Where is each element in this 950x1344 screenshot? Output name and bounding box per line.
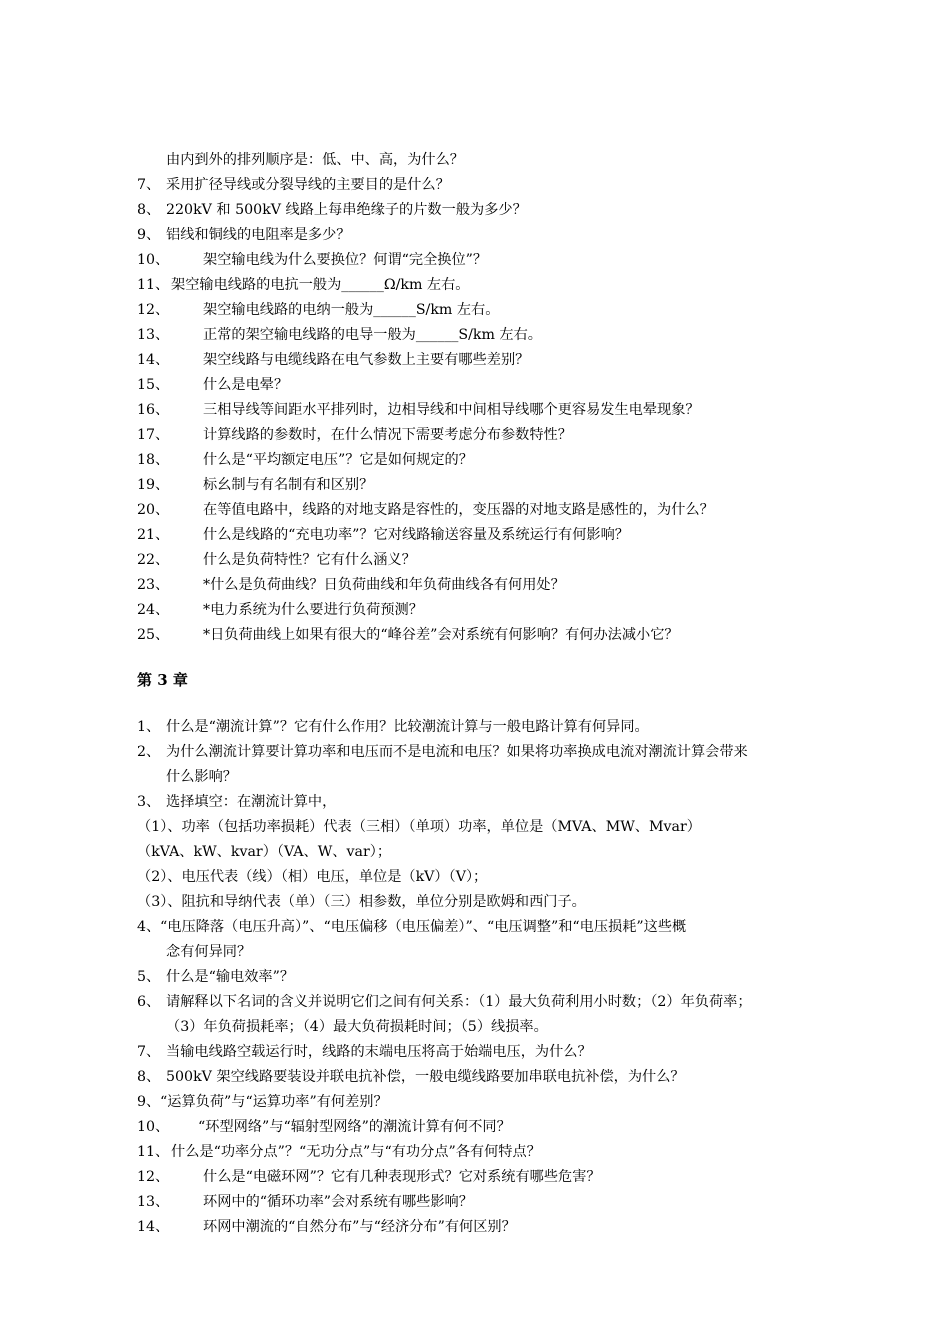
item-text: 计算线路的参数时，在什么情况下需要考虑分布参数特性？	[203, 427, 572, 443]
item-number: 7、	[137, 1044, 161, 1060]
item-text: 当输电线路空载运行时，线路的末端电压将高于始端电压，为什么？	[166, 1044, 592, 1060]
item-text: 三相导线等间距水平排列时，边相导线和中间相导线哪个更容易发生电晕现象？	[203, 402, 700, 418]
item-number: 11、	[137, 1144, 170, 1160]
item-text: 选择填空：在潮流计算中，	[166, 794, 337, 810]
item-text: 什么是线路的“充电功率”？它对线路输送容量及系统运行有何影响？	[203, 527, 629, 543]
item-number: 22、	[137, 552, 170, 568]
item-text: *什么是负荷曲线？日负荷曲线和年负荷曲线各有何用处？	[203, 577, 565, 593]
sub-item: （3）、阻抗和导纳代表（单）（三）相参数，单位分别是欧姆和西门子。	[137, 894, 586, 910]
item-number: 5、	[137, 969, 161, 985]
sub-item: （2）、电压代表（线）（相）电压，单位是（kV）（V）；	[137, 869, 488, 885]
item-text: 220kV 和 500kV 线路上每串绝缘子的片数一般为多少？	[166, 202, 527, 218]
item-text: 什么是“功率分点”？“无功分点”与“有功分点”各有何特点？	[171, 1144, 541, 1160]
item-text: 架空输电线路的电抗一般为______Ω/km 左右。	[171, 277, 470, 293]
sub-item: （kVA、kW、kvar）（VA、W、var）；	[137, 844, 392, 860]
item-text: 什么是负荷特性？它有什么涵义？	[203, 552, 416, 568]
item-text: 铝线和铜线的电阻率是多少？	[166, 227, 351, 243]
item-text: *电力系统为什么要进行负荷预测？	[203, 602, 423, 618]
item-text: 环网中潮流的“自然分布”与“经济分布”有何区别？	[203, 1219, 516, 1235]
item-text: 在等值电路中，线路的对地支路是容性的，变压器的对地支路是感性的，为什么？	[203, 502, 714, 518]
item-number: 10、	[137, 252, 170, 268]
item-number: 10、	[137, 1119, 170, 1135]
item-number: 20、	[137, 502, 170, 518]
item-text: 架空线路与电缆线路在电气参数上主要有哪些差别？	[203, 352, 530, 368]
item-text: “运算负荷”与“运算功率”有何差别？	[160, 1094, 388, 1110]
item-text-continued: 什么影响？	[166, 769, 237, 785]
item-text: 标幺制与有名制有和区别？	[203, 477, 374, 493]
item-text: 什么是“输电效率”？	[166, 969, 295, 985]
item-number: 3、	[137, 794, 161, 810]
item-text: *日负荷曲线上如果有很大的“峰谷差”会对系统有何影响？有何办法减小它？	[203, 627, 679, 643]
item-number: 25、	[137, 627, 170, 643]
item-number: 11、	[137, 277, 170, 293]
item-number: 1、	[137, 719, 161, 735]
item-text: 500kV 架空线路要装设并联电抗补偿，一般电缆线路要加串联电抗补偿，为什么？	[166, 1069, 685, 1085]
item-text: “环型网络”与“辐射型网络”的潮流计算有何不同？	[198, 1119, 511, 1135]
item-text: 什么是“潮流计算”？它有什么作用？比较潮流计算与一般电路计算有何异同。	[166, 719, 649, 735]
item-number: 7、	[137, 177, 161, 193]
item-text: 架空输电线路的电纳一般为______S/km 左右。	[203, 302, 500, 318]
item-number: 6、	[137, 994, 161, 1010]
item-number: 9、	[137, 1094, 161, 1110]
item-number: 12、	[137, 1169, 170, 1185]
item-number: 15、	[137, 377, 170, 393]
item-number: 12、	[137, 302, 170, 318]
item-number: 17、	[137, 427, 170, 443]
item-number: 2、	[137, 744, 161, 760]
item-number: 4、	[137, 919, 161, 935]
item-number: 19、	[137, 477, 170, 493]
item-number: 8、	[137, 1069, 161, 1085]
item-text: 采用扩径导线或分裂导线的主要目的是什么？	[166, 177, 450, 193]
item-number: 24、	[137, 602, 170, 618]
item-text: 架空输电线为什么要换位？何谓“完全换位”？	[203, 252, 488, 268]
item-text: 什么是“平均额定电压”？它是如何规定的？	[203, 452, 473, 468]
item-number: 14、	[137, 352, 170, 368]
item-text: 环网中的“循环功率”会对系统有哪些影响？	[203, 1194, 473, 1210]
item-number: 8、	[137, 202, 161, 218]
item-number: 21、	[137, 527, 170, 543]
item-number: 13、	[137, 1194, 170, 1210]
item-text-continued: （3）年负荷损耗率；（4）最大负荷损耗时间；（5）线损率。	[166, 1019, 548, 1035]
item-text-continued: 念有何异同？	[166, 944, 252, 960]
item-text: 请解释以下名词的含义并说明它们之间有何关系：（1）最大负荷利用小时数；（2）年负荷率；	[166, 994, 752, 1010]
item-text: 什么是“电磁环网”？它有几种表现形式？它对系统有哪些危害？	[203, 1169, 601, 1185]
chapter-heading: 第 3 章	[137, 671, 188, 689]
item-text: 正常的架空输电线路的电导一般为______S/km 左右。	[203, 327, 542, 343]
item-number: 23、	[137, 577, 170, 593]
continuation-line: 由内到外的排列顺序是：低、中、高，为什么？	[166, 152, 464, 168]
item-number: 18、	[137, 452, 170, 468]
item-text: 为什么潮流计算要计算功率和电压而不是电流和电压？如果将功率换成电流对潮流计算会带来	[166, 744, 748, 760]
item-number: 9、	[137, 227, 161, 243]
item-number: 14、	[137, 1219, 170, 1235]
item-text: “电压降落（电压升高）”、“电压偏移（电压偏差）”、“电压调整”和“电压损耗”这些概	[160, 919, 687, 935]
sub-item: （1）、功率（包括功率损耗）代表（三相）（单项）功率，单位是（MVA、MW、Mvar）	[137, 819, 701, 835]
item-text: 什么是电晕？	[203, 377, 289, 393]
item-number: 13、	[137, 327, 170, 343]
item-number: 16、	[137, 402, 170, 418]
